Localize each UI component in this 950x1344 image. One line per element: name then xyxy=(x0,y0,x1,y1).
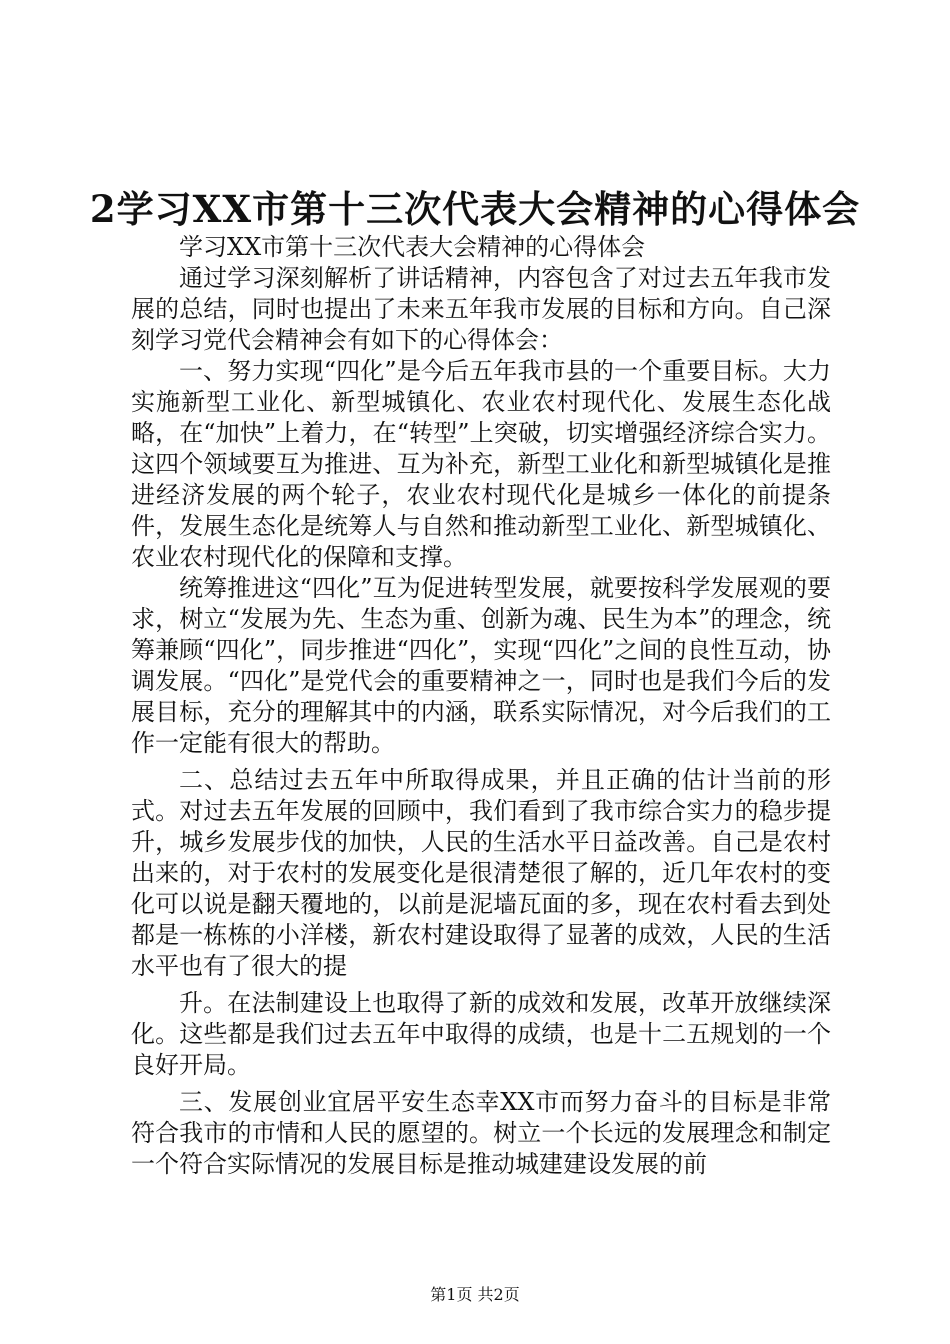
paragraph-four-modernizations: 统筹推进这“四化”互为促进转型发展，就要按科学发展观的要求，树立“发展为先、生态为重、创新为魂、民生为本”的理念，统筹兼顾“四化”，同步推进“四化”，实现“四化”之间的良性互动，协调发展。“四化”是党代会的重要精神之一，同时也是我们今后的发展目标，充分的理解其中的内涵，联系实际情况，对今后我们的工作一定能有很大的帮助。 xyxy=(131,574,831,757)
paragraph-point-one: 一、努力实现“四化”是今后五年我市县的一个重要目标。大力实施新型工业化、新型城镇化、农业农村现代化、发展生态化战略，在“加快”上着力，在“转型”上突破，切实增强经济综合实力。这四个领域要互为推进、互为补充，新型工业化和新型城镇化是推进经济发展的两个轮子，农业农村现代化是城乡一体化的前提条件，发展生态化是统筹人与自然和推动新型工业化、新型城镇化、农业农村现代化的保障和支撑。 xyxy=(131,357,831,571)
paragraph-point-two: 二、总结过去五年中所取得成果，并且正确的估计当前的形式。对过去五年发展的回顾中，我们看到了我市综合实力的稳步提升，城乡发展步伐的加快，人民的生活水平日益改善。自己是农村出来的，对于农村的发展变化是很清楚很了解的，近几年农村的变化可以说是翻天覆地的，以前是泥墙瓦面的多，现在农村看去到处都是一栋栋的小洋楼，新农村建设取得了显著的成效，人民的生活水平也有了很大的提 xyxy=(131,766,831,980)
paragraph-point-three: 三、发展创业宜居平安生态幸XX市而努力奋斗的目标是非常符合我市的市情和人民的愿望的。树立一个长远的发展理念和制定一个符合实际情况的发展目标是推动城建建设发展的前 xyxy=(131,1088,831,1178)
document-body xyxy=(131,232,831,1180)
paragraph-intro: 通过学习深刻解析了讲话精神，内容包含了对过去五年我市发展的总结，同时也提出了未来五年我市发展的目标和方向。自己深刻学习党代会精神会有如下的心得体会： xyxy=(131,264,831,354)
paragraph-subtitle: 学习XX市第十三次代表大会精神的心得体会 xyxy=(179,233,646,261)
page-number-footer: 第1页 共2页 xyxy=(430,1285,520,1304)
paragraph-continuation: 升。在法制建设上也取得了新的成效和发展，改革开放继续深化。这些都是我们过去五年中取得的成绩，也是十二五规划的一个良好开局。 xyxy=(131,989,831,1079)
document-title: 2学习XX市第十三次代表大会精神的心得体会 xyxy=(89,186,861,231)
